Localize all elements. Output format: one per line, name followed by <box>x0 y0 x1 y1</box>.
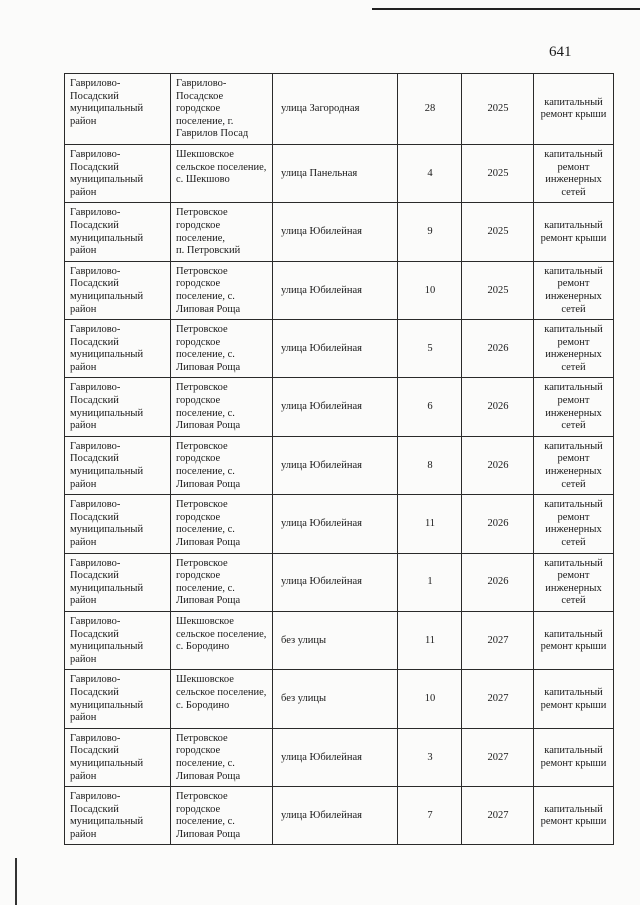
work-type-cell-text: капитальный ремонт крыши <box>540 628 607 653</box>
house-number-cell <box>398 436 462 494</box>
settlement-cell-text: Петровское городское поселение, с. Липовая Роща <box>176 732 241 782</box>
year-cell <box>462 144 534 202</box>
work-type-cell-text: капитальный ремонт крыши <box>540 803 607 828</box>
street-cell-text: улица Юбилейная <box>281 284 362 296</box>
table-row <box>65 436 614 494</box>
year-cell <box>462 74 534 145</box>
district-cell <box>65 495 171 553</box>
work-type-cell <box>534 320 614 378</box>
table-row <box>65 261 614 319</box>
district-cell-text: Гаврилово- Посадский муниципальный район <box>70 324 144 373</box>
street-cell <box>273 728 398 786</box>
settlement-cell-text: Петровское городское поселение, с. Липовая Роща <box>176 440 241 490</box>
year-cell-text: 2026 <box>487 401 509 413</box>
settlement-cell-text: Шекшовское сельское поселение, с. Бородино <box>176 674 267 711</box>
housing-repair-table <box>64 73 614 845</box>
street-cell-text: без улицы <box>281 634 327 646</box>
work-type-cell-text: капитальный ремонт крыши <box>540 219 607 244</box>
year-cell <box>462 728 534 786</box>
table-row <box>65 787 614 845</box>
district-cell <box>65 436 171 494</box>
street-cell <box>273 553 398 611</box>
year-cell <box>462 611 534 669</box>
settlement-cell <box>171 611 273 669</box>
street-cell <box>273 611 398 669</box>
settlement-cell-text: Петровское городское поселение, с. Липовая Роща <box>176 324 241 373</box>
district-cell-text: Гаврилово- Посадский муниципальный район <box>70 615 144 665</box>
table-row <box>65 378 614 436</box>
year-cell <box>462 670 534 728</box>
work-type-cell <box>534 203 614 261</box>
house-number-cell-text: 7 <box>427 809 433 821</box>
district-cell <box>65 611 171 669</box>
house-number-cell <box>398 611 462 669</box>
house-number-cell-text: 10 <box>424 693 436 705</box>
settlement-cell-text: Петровское городское поселение, с. Липовая Роща <box>176 265 241 315</box>
table-row <box>65 670 614 728</box>
district-cell-text: Гаврилово- Посадский муниципальный район <box>70 557 144 607</box>
year-cell-text: 2026 <box>487 342 509 354</box>
year-cell <box>462 320 534 378</box>
work-type-cell <box>534 495 614 553</box>
year-cell <box>462 203 534 261</box>
street-cell-text: улица Юбилейная <box>281 226 362 238</box>
table-row <box>65 74 614 145</box>
house-number-cell-text: 5 <box>427 342 433 354</box>
street-cell-text: улица Юбилейная <box>281 518 362 530</box>
work-type-cell-text: капитальный ремонт инженерных сетей <box>544 265 603 315</box>
table-row <box>65 203 614 261</box>
street-cell <box>273 787 398 845</box>
house-number-cell <box>398 74 462 145</box>
settlement-cell-text: Петровское городское поселение, п. Петровский <box>176 207 241 257</box>
work-type-cell <box>534 436 614 494</box>
house-number-cell-text: 4 <box>427 167 433 179</box>
house-number-cell <box>398 787 462 845</box>
year-cell <box>462 495 534 553</box>
year-cell-text: 2025 <box>487 167 509 179</box>
settlement-cell <box>171 728 273 786</box>
house-number-cell-text: 11 <box>424 518 436 530</box>
settlement-cell <box>171 320 273 378</box>
work-type-cell <box>534 787 614 845</box>
district-cell <box>65 553 171 611</box>
year-cell-text: 2026 <box>487 459 509 471</box>
work-type-cell <box>534 261 614 319</box>
settlement-cell <box>171 74 273 145</box>
district-cell-text: Гаврилово- Посадский муниципальный район <box>70 382 144 432</box>
settlement-cell-text: Шекшовское сельское поселение, с. Шекшово <box>176 148 267 186</box>
street-cell <box>273 203 398 261</box>
settlement-cell <box>171 553 273 611</box>
district-cell <box>65 378 171 436</box>
district-cell <box>65 144 171 202</box>
house-number-cell <box>398 320 462 378</box>
district-cell <box>65 670 171 728</box>
settlement-cell <box>171 436 273 494</box>
house-number-cell <box>398 261 462 319</box>
header-rule <box>372 8 640 10</box>
district-cell-text: Гаврилово- Посадский муниципальный район <box>70 207 144 257</box>
district-cell-text: Гаврилово- Посадский муниципальный район <box>70 440 144 490</box>
street-cell-text: улица Панельная <box>281 167 358 179</box>
work-type-cell-text: капитальный ремонт инженерных сетей <box>544 148 603 198</box>
year-cell <box>462 378 534 436</box>
settlement-cell <box>171 203 273 261</box>
settlement-cell-text: Петровское городское поселение, с. Липовая Роща <box>176 382 241 432</box>
district-cell-text: Гаврилово- Посадский муниципальный район <box>70 265 144 315</box>
house-number-cell <box>398 378 462 436</box>
street-cell-text: улица Загородная <box>281 103 360 115</box>
work-type-cell <box>534 670 614 728</box>
district-cell-text: Гаврилово- Посадский муниципальный район <box>70 148 144 198</box>
work-type-cell-text: капитальный ремонт крыши <box>540 745 607 769</box>
district-cell <box>65 261 171 319</box>
district-cell <box>65 728 171 786</box>
year-cell-text: 2026 <box>487 576 509 588</box>
house-number-cell <box>398 728 462 786</box>
house-number-cell <box>398 670 462 728</box>
year-cell <box>462 553 534 611</box>
house-number-cell-text: 8 <box>427 459 433 471</box>
work-type-cell <box>534 144 614 202</box>
house-number-cell <box>398 144 462 202</box>
house-number-cell-text: 10 <box>424 284 436 296</box>
table-row <box>65 553 614 611</box>
year-cell-text: 2025 <box>487 103 509 115</box>
district-cell-text: Гаврилово- Посадский муниципальный район <box>70 674 144 724</box>
settlement-cell <box>171 495 273 553</box>
settlement-cell <box>171 261 273 319</box>
year-cell-text: 2027 <box>487 751 509 763</box>
district-cell-text: Гаврилово- Посадский муниципальный район <box>70 78 144 127</box>
street-cell <box>273 436 398 494</box>
house-number-cell-text: 9 <box>427 226 433 238</box>
district-cell <box>65 74 171 145</box>
settlement-cell <box>171 144 273 202</box>
table-row <box>65 728 614 786</box>
year-cell <box>462 436 534 494</box>
work-type-cell <box>534 611 614 669</box>
street-cell-text: улица Юбилейная <box>281 342 362 354</box>
year-cell-text: 2026 <box>487 518 509 530</box>
district-cell-text: Гаврилово- Посадский муниципальный район <box>70 791 144 840</box>
work-type-cell <box>534 553 614 611</box>
table-row <box>65 320 614 378</box>
settlement-cell-text: Гаврилово- Посадское городское поселение, г. Гаврилов Посад <box>176 78 249 140</box>
street-cell <box>273 670 398 728</box>
district-cell-text: Гаврилово- Посадский муниципальный район <box>70 732 144 782</box>
work-type-cell-text: капитальный ремонт инженерных сетей <box>544 499 603 548</box>
house-number-cell-text: 11 <box>424 634 436 646</box>
house-number-cell-text: 3 <box>427 751 433 763</box>
street-cell <box>273 495 398 553</box>
work-type-cell-text: капитальный ремонт крыши <box>540 686 607 711</box>
year-cell-text: 2027 <box>487 809 509 821</box>
district-cell-text: Гаврилово- Посадский муниципальный район <box>70 499 144 548</box>
street-cell-text: улица Юбилейная <box>281 459 362 471</box>
page-number: 641 <box>549 44 572 60</box>
street-cell-text: улица Юбилейная <box>281 576 362 588</box>
street-cell <box>273 261 398 319</box>
district-cell <box>65 787 171 845</box>
settlement-cell-text: Петровское городское поселение, с. Липовая Роща <box>176 499 241 548</box>
year-cell <box>462 787 534 845</box>
table-body <box>65 74 614 845</box>
street-cell <box>273 144 398 202</box>
house-number-cell <box>398 495 462 553</box>
settlement-cell <box>171 670 273 728</box>
street-cell <box>273 378 398 436</box>
table-row <box>65 144 614 202</box>
table-row <box>65 495 614 553</box>
year-cell-text: 2027 <box>487 634 509 646</box>
table-row <box>65 611 614 669</box>
house-number-cell-text: 6 <box>427 401 433 413</box>
settlement-cell <box>171 378 273 436</box>
year-cell-text: 2025 <box>487 284 509 296</box>
street-cell <box>273 74 398 145</box>
work-type-cell <box>534 378 614 436</box>
settlement-cell-text: Петровское городское поселение, с. Липовая Роща <box>176 791 241 840</box>
settlement-cell <box>171 787 273 845</box>
house-number-cell-text: 1 <box>427 576 433 588</box>
street-cell <box>273 320 398 378</box>
year-cell-text: 2027 <box>487 693 509 705</box>
work-type-cell <box>534 728 614 786</box>
work-type-cell-text: капитальный ремонт крыши <box>540 96 607 121</box>
work-type-cell-text: капитальный ремонт инженерных сетей <box>544 324 603 373</box>
settlement-cell-text: Шекшовское сельское поселение, с. Бородино <box>176 615 267 653</box>
settlement-cell-text: Петровское городское поселение, с. Липовая Роща <box>176 557 241 607</box>
year-cell-text: 2025 <box>487 226 509 238</box>
district-cell <box>65 203 171 261</box>
year-cell <box>462 261 534 319</box>
work-type-cell-text: капитальный ремонт инженерных сетей <box>544 557 603 607</box>
house-number-cell <box>398 203 462 261</box>
street-cell-text: улица Юбилейная <box>281 401 362 413</box>
street-cell-text: улица Юбилейная <box>281 809 362 821</box>
house-number-cell-text: 28 <box>424 103 436 115</box>
work-type-cell-text: капитальный ремонт инженерных сетей <box>544 382 603 432</box>
work-type-cell <box>534 74 614 145</box>
house-number-cell <box>398 553 462 611</box>
street-cell-text: улица Юбилейная <box>281 751 362 763</box>
margin-mark <box>15 858 17 905</box>
district-cell <box>65 320 171 378</box>
work-type-cell-text: капитальный ремонт инженерных сетей <box>544 440 603 490</box>
street-cell-text: без улицы <box>281 693 327 705</box>
